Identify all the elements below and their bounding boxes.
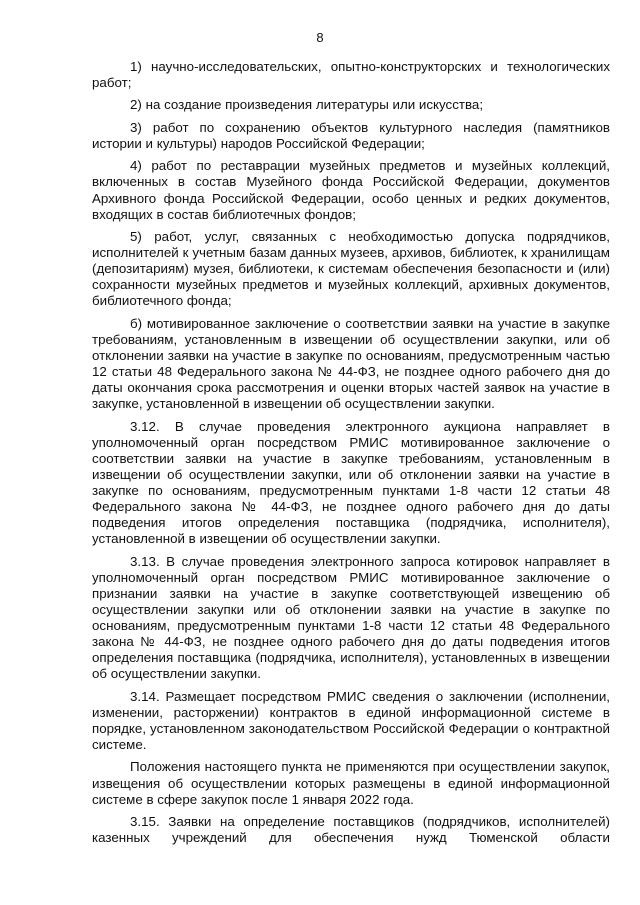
paragraph-item-3: 3) работ по сохранению объектов культурного наследия (памятников истории и культуры) народов Российской Федерации;	[92, 119, 610, 151]
paragraph-3-12: 3.12. В случае проведения электронного аукциона направляет в уполномоченный орган посредством РМИС мотивированное заключение о соответствии заявки на участие в закупке требованиям, установленным в извещении об осуществлении закупки, или об отклонении заявки на участие в закупке по основаниям, предусмотренным пунктами 1-8 части 12 статьи 48 Федерального закона № 44-ФЗ, не позднее одного рабочего дня до даты подведения итогов определения поставщика (подрядчика, исполнителя), установленной в извещении об осуществлении закупки.	[92, 418, 610, 547]
paragraph-item-1: 1) научно-исследовательских, опытно-конструкторских и технологических работ;	[92, 59, 610, 91]
paragraph-3-14-note: Положения настоящего пункта не применяются при осуществлении закупок, извещения об осуществлении которых размещены в единой информационной системе в сфере закупок после 1 января 2022 года.	[92, 759, 610, 807]
document-body	[92, 59, 610, 846]
paragraph-item-4: 4) работ по реставрации музейных предметов и музейных коллекций, включенных в состав Музейного фонда Российской Федерации, документов Архивного фонда Российской Федерации, особо ценных и редких документов, входящих в состав библиотечных фондов;	[92, 158, 610, 222]
paragraph-3-14: 3.14. Размещает посредством РМИС сведения о заключении (исполнении, изменении, расторжении) контрактов в единой информационной системе в порядке, установленном законодательством Российской Федерации о контрактной системе.	[92, 688, 610, 753]
paragraph-item-b: б) мотивированное заключение о соответствии заявки на участие в закупке требованиям, установленным в извещении об осуществлении закупки, или об отклонении заявки на участие в закупке по основаниям, предусмотренным частью 12 статьи 48 Федерального закона № 44-ФЗ, не позднее одного рабочего дня до даты окончания срока рассмотрения и оценки вторых частей заявок на участие в закупке, установленной в извещении об осуществлении закупки.	[92, 315, 610, 412]
paragraph-item-5: 5) работ, услуг, связанных с необходимостью допуска подрядчиков, исполнителей к учетным базам данных музеев, архивов, библиотек, к хранилищам (депозитариям) музея, библиотеки, к системам обеспечения безопасности и (или) сохранности музейных предметов и музейных коллекций, архивных документов, библиотечного фонда;	[92, 229, 610, 309]
paragraph-item-2: 2) на создание произведения литературы или искусства;	[130, 97, 484, 113]
paragraph-3-15: 3.15. Заявки на определение поставщиков (подрядчиков, исполнителей) казенных учреждений для обеспечения нужд Тюменской области	[92, 814, 610, 846]
page-number: 8	[316, 30, 324, 45]
paragraph-3-13: 3.13. В случае проведения электронного запроса котировок направляет в уполномоченный орган посредством РМИС мотивированное заключение о признании заявки на участие в закупке соответствующей извещению об осуществлении закупки или об отклонении заявки на участие в закупке по основаниям, предусмотренным пунктами 1-8 части 12 статьи 48 Федерального закона № 44-ФЗ, не позднее одного рабочего дня до даты подведения итогов определения поставщика (подрядчика, исполнителя), установленных в извещении об осуществлении закупки.	[92, 553, 610, 682]
